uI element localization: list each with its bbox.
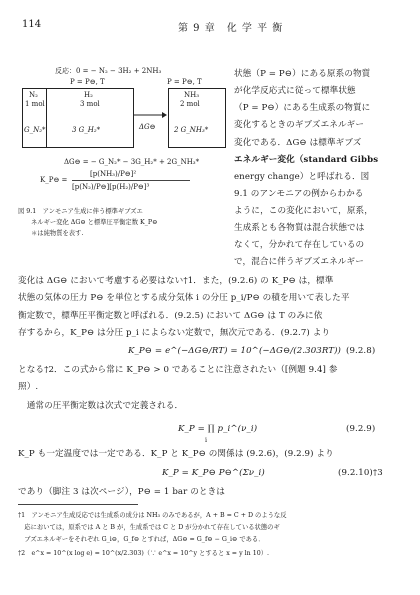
footnote-line: †2 e^x = 10^(x log e) = 10^(x/2.303)（∵ e^x = 10^y とすると x = y ln 10）. bbox=[18, 550, 270, 557]
nh3-amount: 2 mol bbox=[180, 100, 200, 108]
product-index: i bbox=[205, 437, 208, 444]
body-line: 存するから，K_P⊖ は分圧 p_i によらない定数で，無次元である．(9.2.7) より bbox=[18, 328, 331, 338]
reaction-arrow-icon bbox=[132, 110, 168, 120]
equation-number-9-2-8: (9.2.8) bbox=[346, 346, 376, 356]
right-column-line: が化学反応式に従って標準状態 bbox=[234, 86, 356, 96]
body-line: となる†2．この式から常に K_P⊖ > 0 であることに注意されたい（[例題 9.4] 参 bbox=[18, 365, 338, 375]
running-head: 第 9 章 化 学 平 衡 bbox=[178, 23, 284, 34]
equation-9-2-8: K_P⊖ = e^(−ΔG⊖/RT) = 10^(−ΔG⊖/(2.303RT)) bbox=[128, 346, 342, 356]
arrow-label: ΔG⊖ bbox=[139, 123, 156, 131]
figure-reaction: 反応：0 = − N₂ − 3H₂ + 2NH₃ bbox=[55, 67, 162, 75]
right-column-line: ように，この変化において，原系， bbox=[234, 206, 373, 216]
right-column-line: エネルギー変化（standard Gibbs bbox=[234, 155, 379, 165]
equation-9-2-10: K_P = K_P⊖ P⊖^(Σν_i) bbox=[162, 468, 265, 478]
h2-amount: 3 mol bbox=[80, 100, 100, 108]
kp-label: K_P⊖ = bbox=[40, 176, 68, 184]
right-column-line: （P = P⊖）にある生成系の物質に bbox=[234, 103, 371, 113]
right-column-line: 生成系とも各物質は混合状態では bbox=[234, 223, 365, 233]
nh3-energy: 2 G_NH₃* bbox=[174, 126, 209, 134]
body-line: 状態の気体の圧力 P⊖ を単位とする成分気体 i の分圧 p_i/P⊖ の積を用いて表した平 bbox=[18, 293, 350, 303]
h2-species: H₂ bbox=[84, 91, 93, 99]
body-line: 変化は ΔG⊖ において考慮する必要はない†1．また，(9.2.6) の K_P⊖ は，標準 bbox=[18, 276, 334, 286]
n2-energy: G_N₂* bbox=[24, 126, 46, 134]
right-column-line: で，混合に伴うギブズエネルギー bbox=[234, 257, 364, 267]
footnote-line: †1 アンモニア生成反応では生成系の成分は NH₃ のみであるが，A + B = C + D のような反 bbox=[18, 512, 287, 519]
kp-fraction-bar bbox=[72, 180, 190, 181]
figure-caption-line: 図 9.1 アンモニア生成に伴う標準ギブズエ bbox=[18, 208, 143, 215]
body-line: 衡定数で，標準圧平衡定数と呼ばれる．(9.2.5) において ΔG⊖ は T のみに依 bbox=[18, 311, 323, 321]
figure-caption-line: ＊は純物質を表す. bbox=[31, 230, 84, 237]
figure-condition-left: P = P⊖, T bbox=[70, 78, 105, 86]
h2-energy: 3 G_H₂* bbox=[72, 126, 101, 134]
figure-caption-line: ネルギー変化 ΔG⊖ と標準圧平衡定数 K_P⊖ bbox=[31, 219, 158, 226]
right-column-line: なくて，分かれて存在しているの bbox=[234, 240, 365, 250]
body-line: であり（脚注 3 は次ページ），P⊖ = 1 bar のときは bbox=[18, 487, 225, 497]
equation-number-9-2-9: (9.2.9) bbox=[346, 424, 376, 434]
footnote-rule bbox=[18, 504, 138, 505]
right-column-line: 9.1 のアンモニアの例からわかる bbox=[234, 189, 364, 199]
right-column-line: 状態（P = P⊖）にある原系の物質 bbox=[234, 69, 371, 79]
right-column-line: 変化である．ΔG⊖ は標準ギブズ bbox=[234, 138, 362, 148]
right-column-line: energy change）と呼ばれる．図 bbox=[234, 172, 370, 182]
kp-numerator: [p(NH₃)/P⊖]² bbox=[90, 170, 137, 178]
nh3-species: NH₃ bbox=[184, 91, 200, 99]
kp-denominator: [p(N₂)/P⊖][p(H₂)/P⊖]³ bbox=[72, 183, 150, 191]
n2-amount: 1 mol bbox=[25, 100, 45, 108]
equation-number-9-2-10: (9.2.10)†3 bbox=[338, 468, 383, 478]
reactants-divider bbox=[46, 88, 47, 148]
n2-species: N₂ bbox=[29, 91, 38, 99]
body-line: 照）. bbox=[18, 382, 39, 392]
figure-condition-right: P = P⊖, T bbox=[167, 78, 202, 86]
body-line: 通常の圧平衡定数は次式で定義される． bbox=[18, 401, 184, 411]
body-line: K_P も一定温度では一定である．K_P と K_P⊖ の関係は (9.2.6)，(9.2.9) より bbox=[18, 449, 334, 459]
footnote-line: ブズエネルギーをそれぞれ G_i⊖，G_f⊖ とすれば，ΔG⊖ = G_f⊖ − G_i⊖ である． bbox=[18, 536, 265, 543]
page-number: 114 bbox=[22, 19, 42, 30]
equation-9-2-9: K_P = ∏ p_i^(ν_i) bbox=[178, 424, 258, 434]
delta-g-equation: ΔG⊖ = − G_N₂* − 3G_H₂* + 2G_NH₃* bbox=[64, 158, 200, 166]
footnote-line: 応においては，原系では A と B が，生成系では C と D が分かれて存在している状態のギ bbox=[18, 524, 280, 531]
right-column-line: 変化するときのギブズエネルギー bbox=[234, 120, 365, 130]
reactants-box bbox=[22, 88, 134, 148]
